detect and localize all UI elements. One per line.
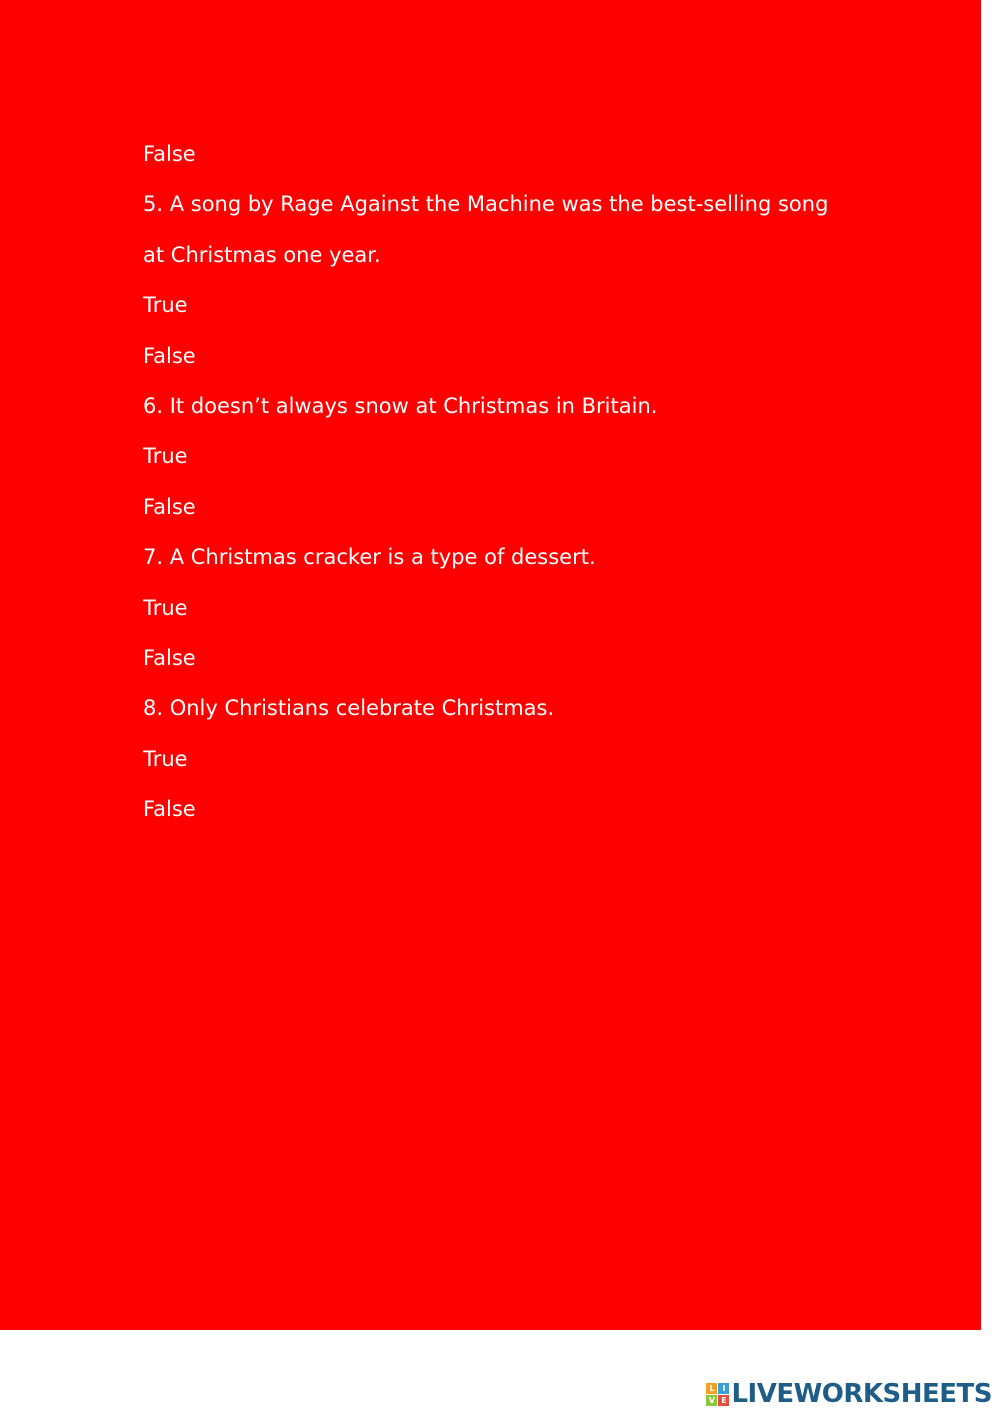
liveworksheets-blocks-icon — [706, 1383, 729, 1406]
question-5-option-false[interactable]: False — [143, 343, 196, 368]
logo-block-v: V — [706, 1395, 717, 1406]
liveworksheets-logo — [706, 1378, 992, 1410]
question-5-text-line-1: 5. A song by Rage Against the Machine was the best-selling song — [143, 192, 829, 217]
question-6-option-false[interactable]: False — [143, 494, 196, 519]
question-8-option-false[interactable]: False — [143, 797, 196, 822]
logo-text: LIVEWORKSHEETS — [731, 1379, 992, 1409]
logo-block-l: L — [706, 1383, 717, 1394]
logo-block-e: E — [718, 1395, 729, 1406]
logo-block-i: I — [718, 1383, 729, 1394]
question-8-option-true[interactable]: True — [143, 746, 188, 771]
question-7-text: 7. A Christmas cracker is a type of dessert. — [143, 545, 596, 570]
answer-option-false[interactable]: False — [143, 142, 196, 166]
question-7-option-false[interactable]: False — [143, 645, 196, 670]
question-8-text: 8. Only Christians celebrate Christmas. — [143, 696, 555, 721]
question-list — [143, 134, 828, 839]
question-6-option-true[interactable]: True — [143, 444, 188, 469]
question-7-option-true[interactable]: True — [143, 595, 188, 620]
question-5-option-true[interactable]: True — [143, 293, 188, 318]
question-6-text: 6. It doesn’t always snow at Christmas in Britain. — [143, 393, 658, 418]
question-5-text-line-2: at Christmas one year. — [143, 242, 381, 267]
